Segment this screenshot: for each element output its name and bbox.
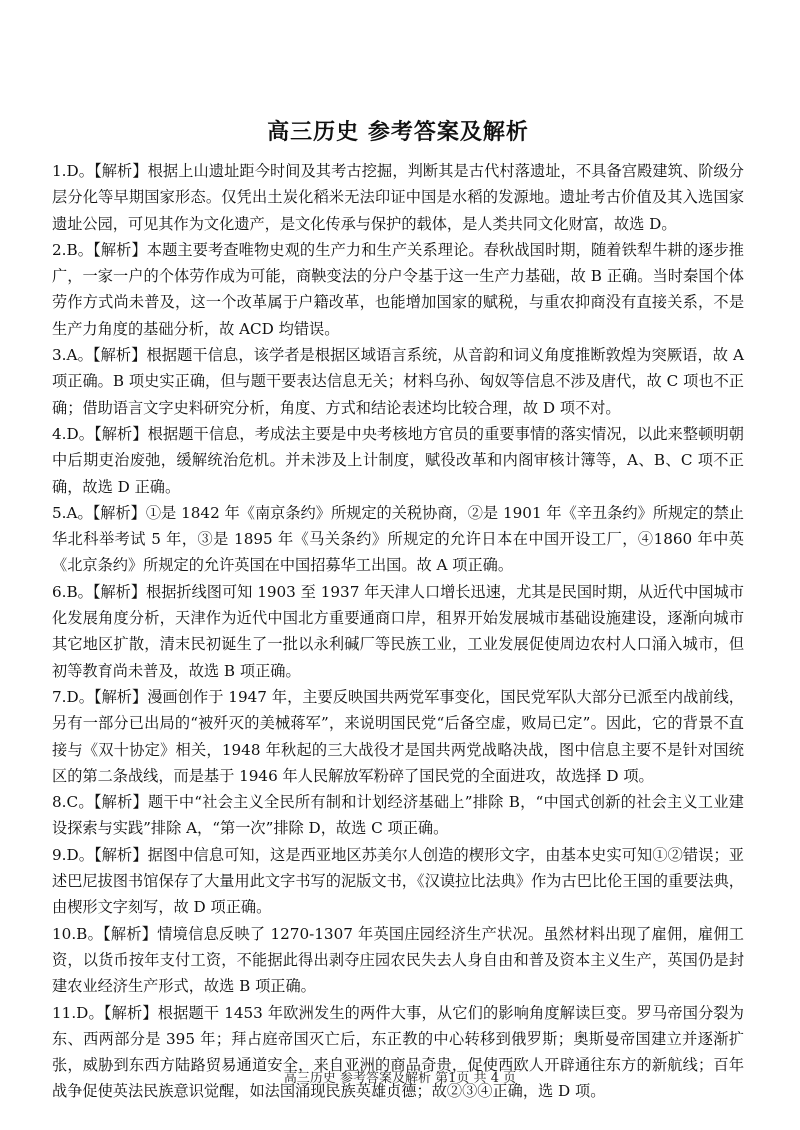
answer-item-10: 10.B。【解析】情境信息反映了 1270-1307 年英国庄园经济生产状况。虽然材料出现了雇佣，雇佣工资，以货币按年支付工资，不能据此得出剥夺庄园农民失去人身自由和普及资本主义生产，英国仍是封建农业经济生产形式，故选 B 项正确。 [52, 924, 744, 996]
answer-item-11: 11.D。【解析】根据题干 1453 年欧洲发生的两件大事，从它们的影响角度解读巨变。罗马帝国分裂为东、西两部分是 395 年；拜占庭帝国灭亡后，东正教的中心转移到俄罗斯；奥斯曼帝国建立并逐渐扩张，威胁到东西方陆路贸易通道安全，来自亚洲的商品奇贵，促使西欧人开辟通往东方的新航线；百年战争促使英法民族意识觉醒，如法国涌现民族英雄贞德；故②③④正确，选 D 项。 [52, 1003, 744, 1101]
answer-item-9: 9.D。【解析】据图中信息可知，这是西亚地区苏美尔人创造的楔形文字，由基本史实可知①②错误；亚述巴尼拔图书馆保存了大量用此文字书写的泥版文书，《汉谟拉比法典》作为古巴比伦王国的重要法典，由楔形文字刻写，故 D 项正确。 [52, 845, 744, 917]
answer-item-8: 8.C。【解析】题干中“社会主义全民所有制和计划经济基础上”排除 B，“中国式创新的社会主义工业建设探索与实践”排除 A，“第一次”排除 D，故选 C 项正确。 [52, 793, 744, 838]
answer-item-6: 6.B。【解析】根据折线图可知 1903 至 1937 年天津人口增长迅速，尤其是民国时期，从近代中国城市化发展角度分析，天津作为近代中国北方重要通商口岸，租界开始发展城市基础设施建设，逐渐向城市其它地区扩散，清末民初诞生了一批以永利碱厂等民族工业，工业发展促使周边农村人口涌入城市，但初等教育尚未普及，故选 B 项正确。 [52, 582, 744, 680]
answer-item-5: 5.A。【解析】①是 1842 年《南京条约》所规定的关税协商，②是 1901 年《辛丑条约》所规定的禁止华北科举考试 5 年，③是 1895 年《马关条约》所规定的允许日本在中国开设工厂，④1860 年中英《北京条约》所规定的允许英国在中国招募华工出国。故 A 项正确。 [52, 503, 744, 575]
answer-item-4: 4.D。【解析】根据题干信息，考成法主要是中央考核地方官员的重要事情的落实情况，以此来整顿明朝中后期吏治废弛，缓解统治危机。并未涉及上计制度，赋役改革和内阁审核计簿等，A、B、C 项不正确，故选 D 正确。 [52, 424, 744, 496]
answer-item-3: 3.A。【解析】根据题干信息，该学者是根据区域语言系统，从音韵和词义角度推断敦煌为突厥语，故 A 项正确。B 项史实正确，但与题干要表达信息无关；材料乌孙、匈奴等信息不涉及唐代，故 C 项也不正确；借助语言文字史料研究分析，角度、方式和结论表述均比较合理，故 D 项不对。 [52, 346, 744, 417]
answer-list [52, 158, 744, 1105]
answer-item-1: 1.D。【解析】根据上山遗址距今时间及其考古挖掘，判断其是古代村落遗址，不具备宫殿建筑、阶级分层分化等早期国家形态。仅凭出土炭化稻米无法印证中国是水稻的发源地。遗址考古价值及其入选国家遗址公园，可见其作为文化遗产，是文化传承与保护的载体，是人类共同文化财富，故选 D。 [52, 162, 744, 233]
answer-item-7: 7.D。【解析】漫画创作于 1947 年，主要反映国共两党军事变化，国民党军队大部分已派至内战前线，另有一部分已出局的“被歼灭的美械蒋军”，来说明国民党“后备空虚，败局已定”。因此，它的背景不直接与《双十协定》相关，1948 年秋起的三大战役才是国共两党战略决战，图中信息主要不是针对国统区的第二条战线，而是基于 1946 年人民解放军粉碎了国民党的全面进攻，故选择 D 项。 [52, 687, 744, 785]
page-title: 高三历史 参考答案及解析 [267, 120, 529, 145]
answer-item-2: 2.B。【解析】本题主要考查唯物史观的生产力和生产关系理论。春秋战国时期，随着铁犁牛耕的逐步推广，一家一户的个体劳作成为可能，商鞅变法的分户令基于这一生产力基础，故 B 正确。当时秦国个体劳作方式尚未普及，这一个改革属于户籍改革，也能增加国家的赋税，与重农抑商没有直接关系，不是生产力角度的基础分析，故 ACD 均错误。 [52, 240, 744, 338]
page-footer: 高三历史 参考答案及解析 第1页 共 4 页 [283, 1071, 517, 1086]
